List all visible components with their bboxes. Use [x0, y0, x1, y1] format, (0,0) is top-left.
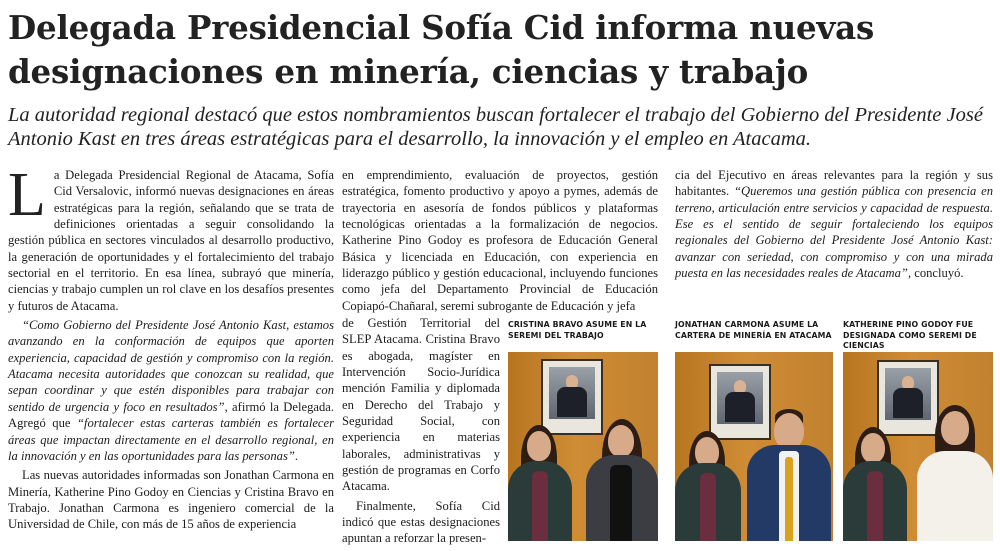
- column-2-final-text: Finalmente, Sofía Cid indicó que estas designaciones apuntan a reforzar la presen-: [342, 498, 500, 546]
- quote-1: “Como Gobierno del Presidente José Antonio Kast, estamos avanzando en la conformación de equipos que aporten experiencia, capacidad de gestión y compromiso con la región. Atacama necesita autoridades que conozcan su realidad, que sepan coordinar y que estén disponibles para trabajar con sentido de urgencia y foco en resultados”: [8, 318, 334, 414]
- column-2-narrow-text: de Gestión Territorial del SLEP Atacama. Cristina Bravo es abogada, magíster en Intervención Socio-Jurídica mención Familia y diplomada en Derecho del Trabajo y Seguridad Social, con experiencia en materias laborales, administrativas y gestión de programas en Corfo Atacama.: [342, 316, 500, 494]
- column-3-text: [675, 167, 993, 281]
- photo-caption-1: CRISTINA BRAVO ASUME EN LA SEREMI DEL TRABAJO: [508, 320, 647, 340]
- quote-attribution: , afirmó la Delegada. Agregó que: [8, 399, 334, 431]
- body-column-2: [342, 167, 658, 314]
- paragraph-1: [8, 161, 334, 314]
- photo-caption-3: KATHERINE PINO GODOY FUE DESIGNADA COMO SEREMI DE CIENCIAS: [843, 320, 977, 350]
- photo-caption-2: JONATHAN CARMONA ASUME LA CARTERA DE MINERÍA EN ATACAMA: [675, 320, 832, 340]
- drop-cap: L: [8, 161, 46, 229]
- closing-quote: “Queremos una gestión pública con presencia en terreno, articulación entre servicios y capacidad de respuesta. Ese es el sentido de seguir fortaleciendo los equipos regionales del Gobierno del Presidente José Antonio Kast: avanzar con seriedad, con compromiso y con una mirada puesta en las necesidades reales de Atacama”: [675, 184, 993, 281]
- photo-katherine-pino: [843, 352, 993, 541]
- headline: Delegada Presidencial Sofía Cid informa nuevas designaciones en minería, ciencias y trabajo: [8, 8, 875, 91]
- body-column-3: [675, 167, 993, 281]
- paragraph-3: Las nuevas autoridades informadas son Jonathan Carmona en Minería, Katherine Pino Godoy en Ciencias y Cristina Bravo en Trabajo. Jonathan Carmona es ingeniero comercial de la Universidad de Chile, con más de 15 años de experiencia: [8, 468, 334, 532]
- photo-jonathan-carmona: [675, 352, 833, 541]
- body-column-1: [8, 161, 335, 533]
- person-left: [675, 391, 743, 541]
- column-3-plain: cia del Ejecutivo en áreas relevantes para la región y sus habitantes.: [675, 168, 993, 199]
- photo-cristina-bravo: [508, 352, 658, 541]
- lede: La autoridad regional destacó que estos nombramientos buscan fortalecer el trabajo del Gobierno del Presidente José Antonio Kast en tres áreas estratégicas para el desarrollo, la innovación y el empleo en Atacama.: [8, 104, 983, 150]
- person-right: [913, 381, 993, 541]
- person-left: [508, 391, 576, 541]
- quote-end: .: [294, 448, 299, 463]
- person-left: [843, 391, 909, 541]
- person-right: [745, 381, 833, 541]
- closing-attribution: , concluyó.: [907, 266, 964, 281]
- paragraph-1-text: a Delegada Presidencial Regional de Atacama, Sofía Cid Versalovic, informó nuevas designaciones en áreas estratégicas para la región, señalando que se trata de definiciones orientadas a seguir consolidando la gestión pública en sectores vinculados al desarrollo productivo, la generación de oportunidades y el fortalecimiento del trabajo sectorial en el territorio. En esa línea, subrayó que minería, ciencias y trabajo cumplen un rol clave en los desafíos presentes y futuros de Atacama.: [8, 168, 334, 313]
- column-2-text: en emprendimiento, evaluación de proyectos, gestión estratégica, fomento productivo y apoyo a pymes, además de trayectoria en asesoría de fondos públicos y plataformas tecnológicas orientadas a la formalización de negocios. Katherine Pino Godoy es profesora de Educación General Básica y licenciada en Educación, con experiencia en liderazgo público y gestión educacional, incluyendo funciones como jefa del Departamento Provincial de Educación Copiapó-Chañaral, seremi subrogante de Educación y jefa: [342, 168, 658, 313]
- paragraph-2: [8, 317, 334, 464]
- person-right: [580, 391, 658, 541]
- quote-2: “fortalecer estas carteras también es fortalecer áreas que impactan directamente en el desarrollo regional, en la innovación y en las oportunidades para las personas”: [8, 416, 335, 463]
- body-column-2-narrow: [342, 315, 500, 547]
